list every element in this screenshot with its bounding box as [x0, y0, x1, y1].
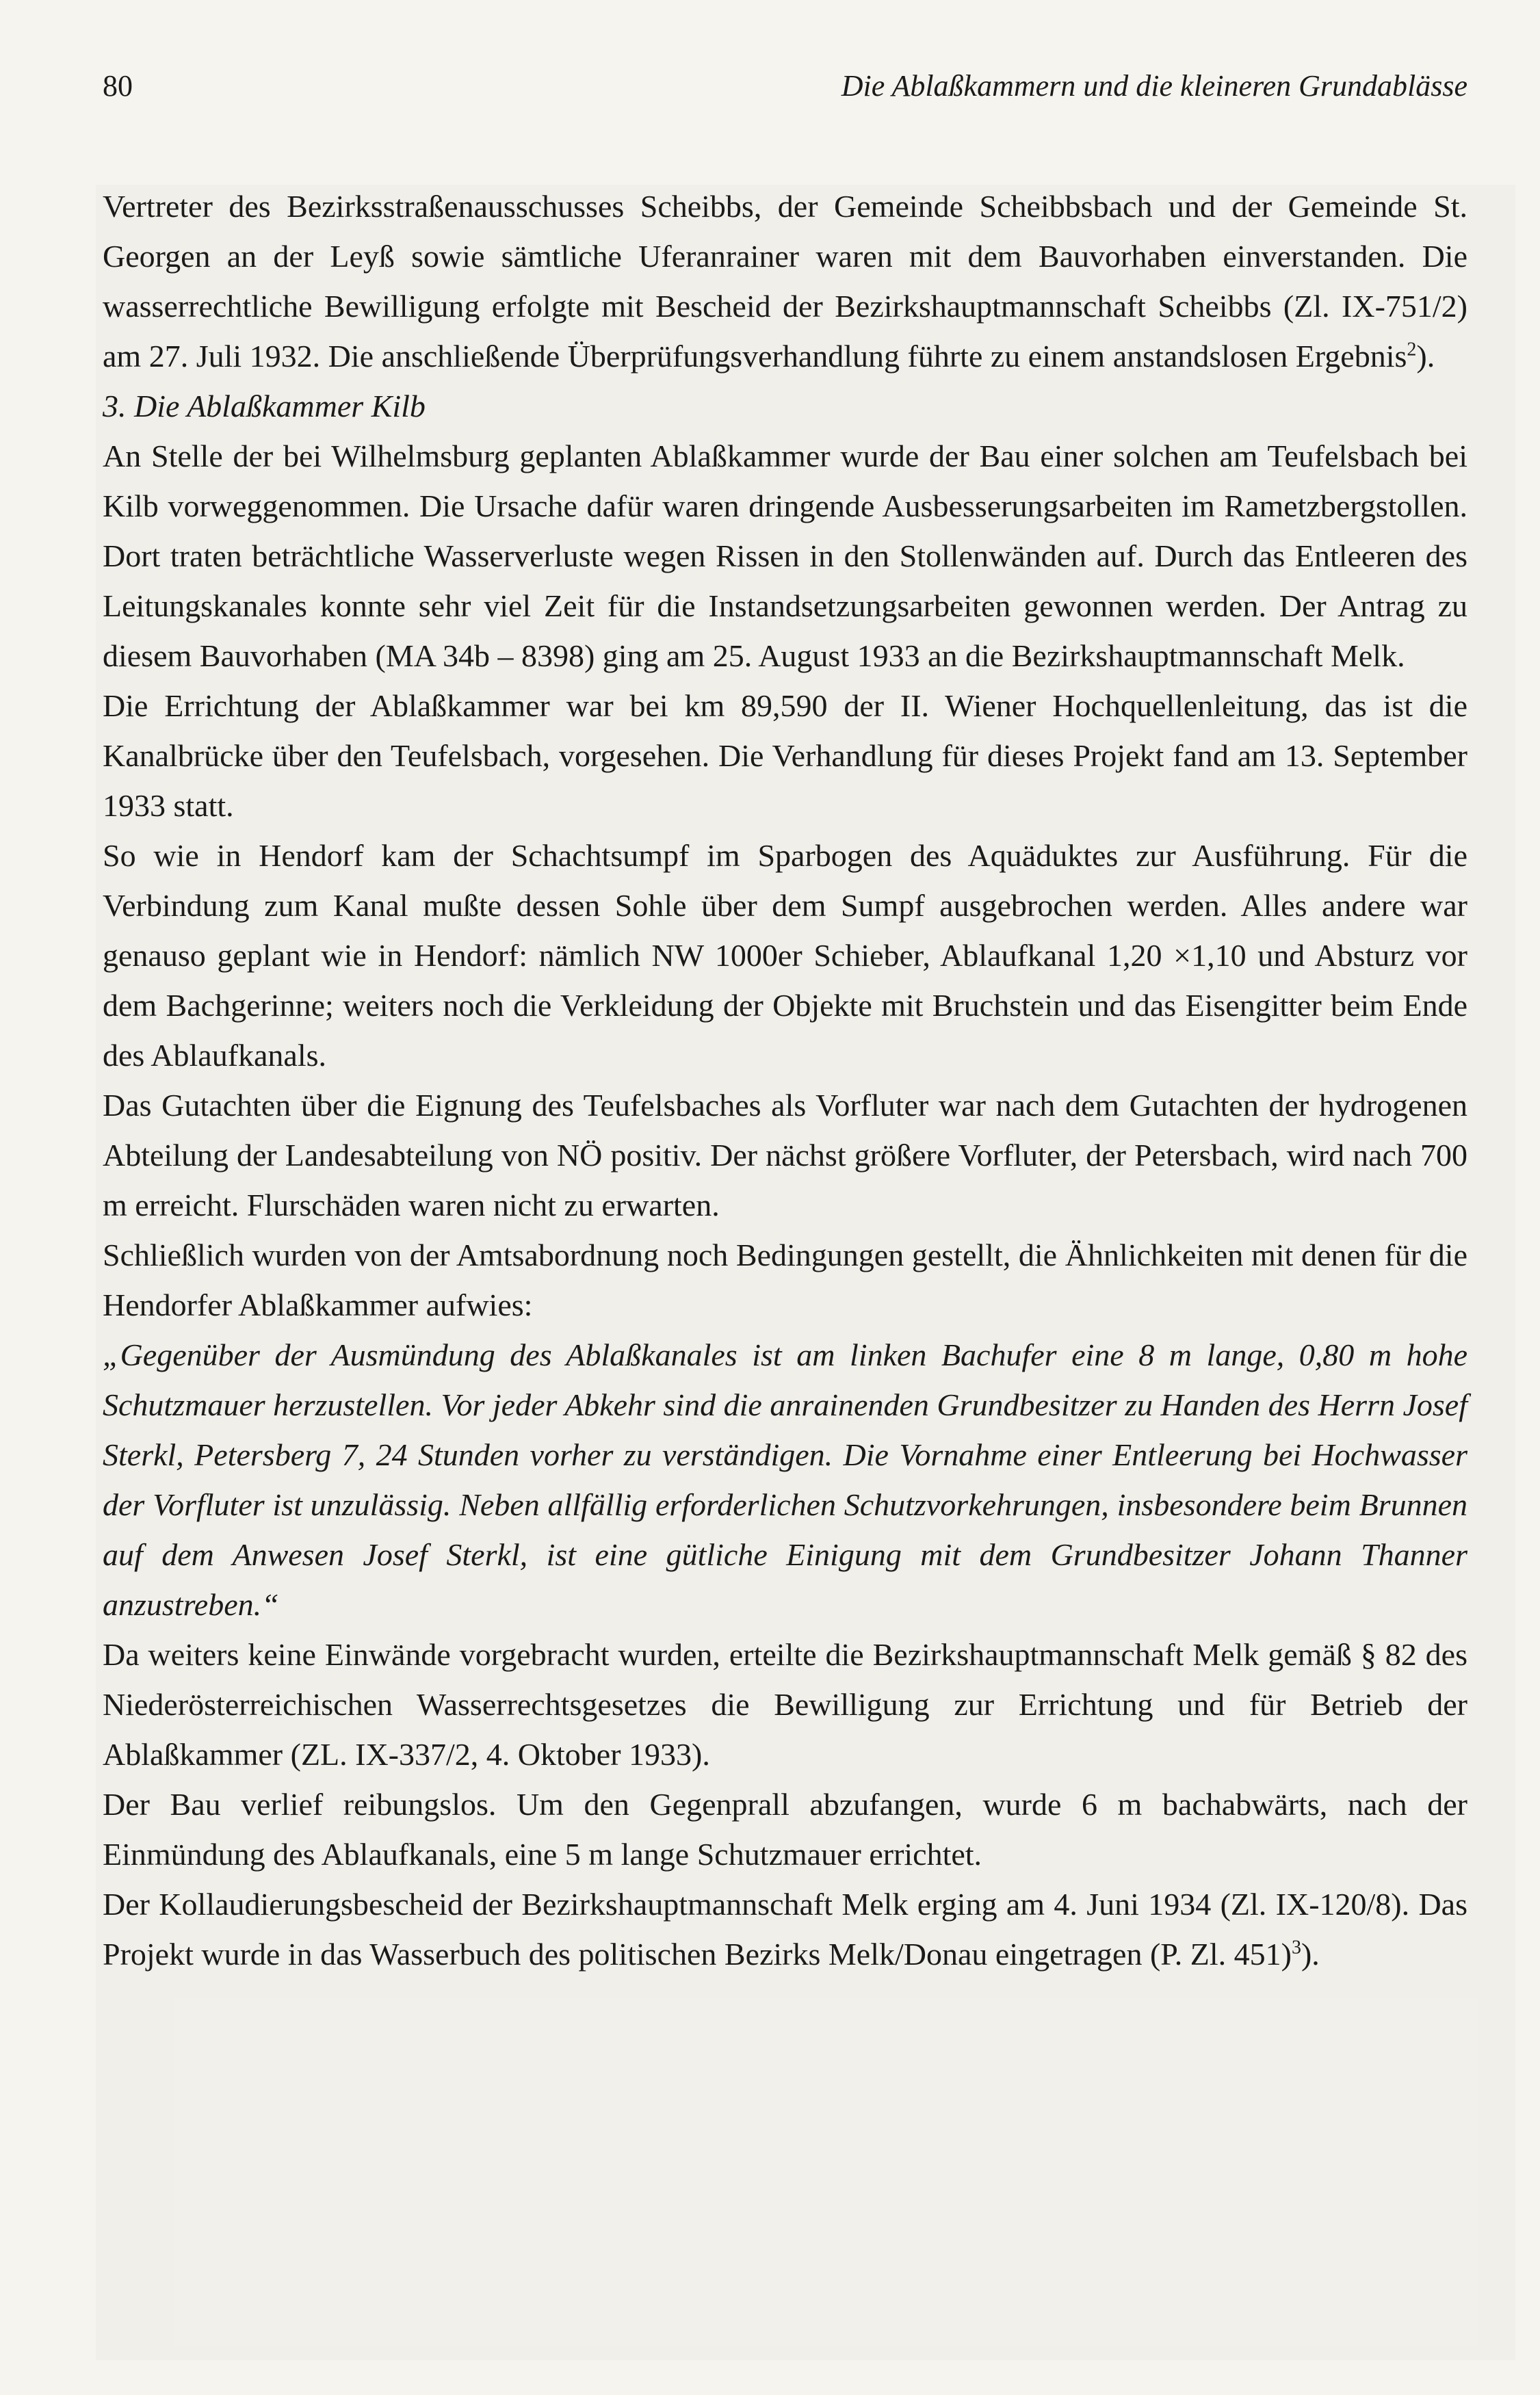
paragraph-6: Schließlich wurden von der Amtsabordnung noch Bedingungen gestellt, die Ähnlichkeiten mit denen für die Hendorfer Ablaßkammer aufwies: — [103, 1238, 1467, 1322]
paragraph-8: Der Bau verlief reibungslos. Um den Gegenprall abzufangen, wurde 6 m bachabwärts, nach der Einmündung des Ablaufkanals, eine 5 m lange Schutzmauer errichtet. — [103, 1787, 1467, 1872]
paragraph-1-text: Vertreter des Bezirksstraßenausschusses Scheibbs, der Gemeinde Scheibbsbach und der Gemeinde St. Georgen an der Leyß sowie sämtliche Uferanrainer waren mit dem Bauvorhaben einverstanden. Die wasserrechtliche Bewilligung erfolgte mit Bescheid der Bezirkshauptmannschaft Scheibbs (Zl. IX-751/2) am 27. Juli 1932. Die anschließende Überprüfungsverhandlung führte zu einem anstandslosen Ergebnis — [103, 189, 1467, 374]
footnote-ref-2: 2 — [1407, 339, 1417, 361]
section-heading: 3. Die Ablaßkammer Kilb — [103, 389, 426, 423]
paragraph-9-text: Der Kollaudierungsbescheid der Bezirkshauptmannschaft Melk erging am 4. Juni 1934 (Zl. IX-120/8). Das Projekt wurde in das Wasserbuch des politischen Bezirks Melk/Donau eingetragen (P. Zl. 451) — [103, 1887, 1467, 1972]
paragraph-1-end: ). — [1416, 339, 1435, 374]
quoted-conditions: „Gegenüber der Ausmündung des Ablaßkanales ist am linken Bachufer eine 8 m lange, 0,80 m hohe Schutzmauer herzustellen. Vor jeder Abkehr sind die anrainenden Grundbesitzer zu Handen des Herrn Josef Sterkl, Petersberg 7, 24 Stunden vorher zu verständigen. Die Vornahme einer Entleerung bei Hochwasser der Vorfluter ist unzulässig. Neben allfällig erforderlichen Schutzvorkehrungen, insbesondere beim Brunnen auf dem Anwesen Josef Sterkl, ist eine gütliche Einigung mit dem Grundbesitzer Johann Thanner anzustreben.“ — [103, 1337, 1467, 1622]
paragraph-7: Da weiters keine Einwände vorgebracht wurden, erteilte die Bezirkshauptmannschaft Melk gemäß § 82 des Niederösterreichischen Wasserrechtsgesetzes die Bewilligung zur Errichtung und für Betrieb der Ablaßkammer (ZL. IX-337/2, 4. Oktober 1933). — [103, 1637, 1467, 1772]
paragraph-3: Die Errichtung der Ablaßkammer war bei km 89,590 der II. Wiener Hochquellenleitung, das ist die Kanalbrücke über den Teufelsbach, vorgesehen. Die Verhandlung für dieses Projekt fand am 13. September 1933 statt. — [103, 688, 1467, 823]
paragraph-9-end: ). — [1301, 1937, 1320, 1972]
paragraph-1 — [103, 181, 1467, 381]
footnote-ref-3: 3 — [1291, 1937, 1301, 1959]
paragraph-5: Das Gutachten über die Eignung des Teufelsbaches als Vorfluter war nach dem Gutachten der hydrogenen Abteilung der Landesabteilung von NÖ positiv. Der nächst größere Vorfluter, der Petersbach, wird nach 700 m erreicht. Flurschäden waren nicht zu erwarten. — [103, 1088, 1467, 1222]
paragraph-9 — [103, 1879, 1467, 1979]
paragraph-4: So wie in Hendorf kam der Schachtsumpf im Sparbogen des Aquäduktes zur Ausführung. Für die Verbindung zum Kanal mußte dessen Sohle über dem Sumpf ausgebrochen werden. Alles andere war genauso geplant wie in Hendorf: nämlich NW 1000er Schieber, Ablaufkanal 1,20 ×1,10 und Absturz vor dem Bachgerinne; weiters noch die Verkleidung der Objekte mit Bruchstein und das Eisengitter beim Ende des Ablaufkanals. — [103, 838, 1467, 1073]
page-body — [103, 181, 1467, 1979]
paragraph-2: An Stelle der bei Wilhelmsburg geplanten Ablaßkammer wurde der Bau einer solchen am Teufelsbach bei Kilb vorweggenommen. Die Ursache dafür waren dringende Ausbesserungsarbeiten im Rametzbergstollen. Dort traten beträchtliche Wasserverluste wegen Rissen in den Stollenwänden auf. Durch das Entleeren des Leitungskanales konnte sehr viel Zeit für die Instandsetzungsarbeiten gewonnen werden. Der Antrag zu diesem Bauvorhaben (MA 34b – 8398) ging am 25. August 1933 an die Bezirkshauptmannschaft Melk. — [103, 439, 1467, 673]
running-title: Die Ablaßkammern und die kleineren Grundablässe — [841, 69, 1467, 103]
page-number: 80 — [103, 69, 133, 103]
page-header — [103, 68, 1467, 116]
